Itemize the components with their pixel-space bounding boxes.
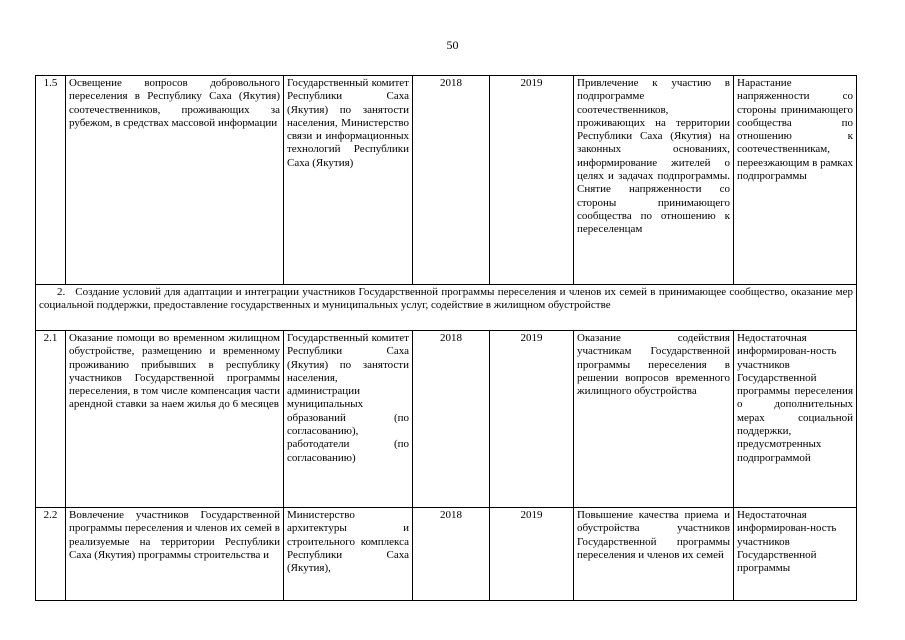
- page-number: 50: [446, 38, 459, 52]
- result-cell: Повышение качества приема и обустройства участников Государственной программы переселения и членов их семей: [574, 508, 734, 601]
- table-row: [36, 331, 857, 508]
- measures-table: [35, 75, 857, 601]
- end-year-cell: 2019: [490, 76, 574, 285]
- measure-cell: Освещение вопросов добровольного переселения в Республику Саха (Якутия) соотечественников, проживающих за рубежом, в средствах массовой информации: [66, 76, 284, 285]
- start-year-cell: 2018: [413, 76, 490, 285]
- executor-cell: Государственный комитет Республики Саха (Якутия) по занятости населения, Министерство связи и информационных технологий Республики Саха (Якутия): [284, 76, 413, 285]
- measure-cell: Оказание помощи во временном жилищном обустройстве, размещению и временному проживанию прибывших в республику участников Государственной программы переселения, в том числе компенсация части арендной ставки за наем жилья до 6 месяцев: [66, 331, 284, 508]
- table-row: [36, 76, 857, 285]
- risk-cell: Недостаточная информирован-ность участников Государственной программы переселения о дополнительных мерах социальной поддержки, предусмотренных подпрограммой: [734, 331, 857, 508]
- start-year-cell: 2018: [413, 331, 490, 508]
- risk-cell: Нарастание напряженности со стороны принимающего сообщества по отношению к соотечественникам, переезжающим в рамках подпрограммы: [734, 76, 857, 285]
- measure-cell: Вовлечение участников Государственной программы переселения и членов их семей в реализуемые на территории Республики Саха (Якутия) программы строительства и: [66, 508, 284, 601]
- section-heading-row: [36, 285, 857, 331]
- row-number: 2.2: [36, 508, 66, 601]
- table-row: [36, 508, 857, 601]
- section-heading: [36, 285, 857, 331]
- section-title: Создание условий для адаптации и интеграции участников Государственной программы переселения и членов их семей в принимающее сообщество, оказание мер социальной поддержки, предоставление государственных и муниципальных услуг, содействие в жилищном обустройстве: [39, 286, 854, 312]
- row-number: 1.5: [36, 76, 66, 285]
- end-year-cell: 2019: [490, 331, 574, 508]
- executor-cell: Государственный комитет Республики Саха (Якутия) по занятости населения, администрации муниципальных образований (по согласованию), работодатели (по согласованию): [284, 331, 413, 508]
- result-cell: Привлечение к участию в подпрограмме соотечественников, проживающих на территории Республики Саха (Якутия) на законных основаниях, информирование жителей о целях и задачах подпрограммы. Снятие напряженности со стороны принимающего сообщества по отношению к переселенцам: [574, 76, 734, 285]
- row-number: 2.1: [36, 331, 66, 508]
- section-number: 2.: [57, 286, 66, 298]
- result-cell: Оказание содействия участникам Государственной программы переселения в решении вопросов временного жилищного обустройства: [574, 331, 734, 508]
- executor-cell: Министерство архитектуры и строительного комплекса Республики Саха (Якутия),: [284, 508, 413, 601]
- start-year-cell: 2018: [413, 508, 490, 601]
- end-year-cell: 2019: [490, 508, 574, 601]
- risk-cell: Недостаточная информирован-ность участников Государственной программы: [734, 508, 857, 601]
